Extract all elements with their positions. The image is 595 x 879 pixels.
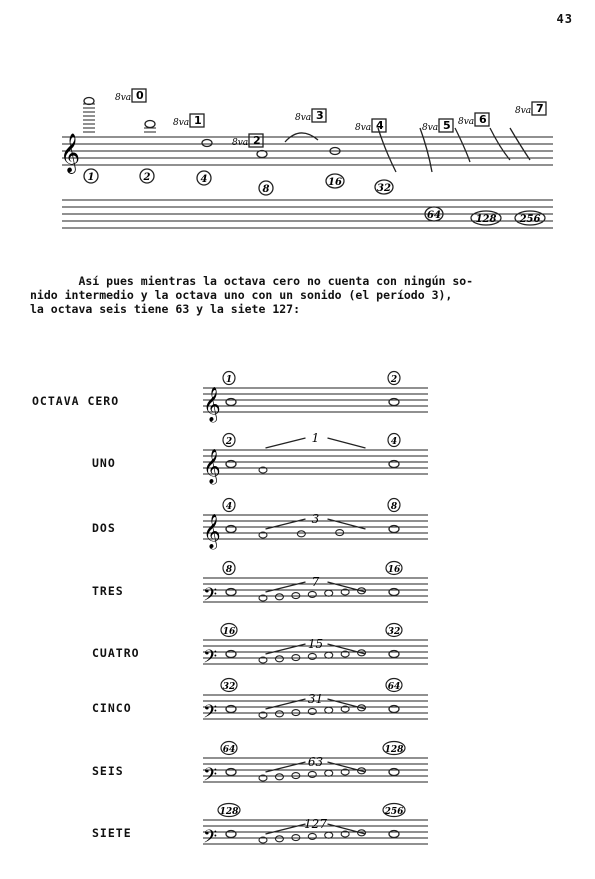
circled-number-label: 64 [427, 210, 441, 221]
ottava-number: 3 [316, 109, 324, 122]
slur [455, 128, 470, 162]
intermediate-count: 127 [304, 817, 327, 831]
note-head [275, 656, 283, 662]
bass-clef-icon: 𝄢 [203, 765, 218, 790]
circled-number-label: 256 [384, 807, 404, 817]
intermediate-count: 1 [311, 431, 320, 445]
paragraph-line-1: Así pues mientras la octava cero no cuenta con ningún so- [30, 274, 474, 288]
body-paragraph [30, 274, 570, 316]
treble-clef-icon: 𝄞 [203, 387, 221, 422]
note-head [202, 140, 212, 147]
octave-row [203, 624, 428, 673]
octave-row [203, 499, 428, 551]
circled-number-label: 32 [222, 682, 236, 692]
bass-clef-icon: 𝄢 [203, 647, 218, 672]
octave-row [203, 742, 428, 791]
bass-clef-icon: 𝄢 [203, 827, 218, 852]
note-head [275, 711, 283, 717]
ottava-mark: 8va [232, 138, 249, 148]
circled-number-label: 128 [384, 745, 404, 755]
note-head [145, 121, 155, 128]
octave-label: SEIS [92, 764, 124, 778]
circled-number-label: 16 [328, 177, 342, 188]
intermediate-count: 31 [307, 692, 324, 706]
note-head [325, 590, 333, 596]
ottava-mark: 8va [458, 117, 475, 127]
octave-row [203, 372, 428, 424]
circled-number-label: 2 [225, 437, 233, 447]
circled-number-label: 16 [387, 565, 401, 575]
treble-clef-icon: 𝄞 [203, 514, 221, 549]
ottava-mark: 8va [115, 93, 132, 103]
circled-number-label: 2 [143, 172, 151, 183]
ottava-marks [115, 89, 546, 148]
circled-number-label: 32 [377, 183, 391, 194]
circled-number-label: 4 [390, 437, 398, 447]
note-head [325, 652, 333, 658]
circled-number-label: 32 [387, 627, 401, 637]
octave-row [203, 562, 428, 611]
octave-row [203, 804, 428, 853]
page-number: 43 [556, 12, 573, 26]
ledger-lines [83, 104, 156, 132]
octave-label: CUATRO [92, 646, 140, 660]
ottava-mark: 8va [422, 123, 439, 133]
octave-label: UNO [92, 456, 116, 470]
treble-clef-icon: 𝄞 [60, 133, 81, 173]
note-head [275, 774, 283, 780]
ottava-number: 6 [479, 113, 487, 126]
circled-number-label: 64 [222, 745, 236, 755]
paragraph-line-3: la octava seis tiene 63 y la siete 127: [30, 302, 301, 316]
bracket-line [328, 438, 366, 448]
circled-number-label: 256 [519, 214, 541, 225]
note-head [325, 770, 333, 776]
note-head [325, 707, 333, 713]
intermediate-count: 15 [307, 637, 324, 651]
ottava-number: 1 [194, 114, 202, 127]
ottava-number: 2 [253, 134, 261, 147]
paragraph-line-2: nido intermedio y la octava uno con un sonido (el período 3), [30, 288, 453, 302]
circled-numbers [84, 169, 545, 225]
circled-number-label: 16 [222, 627, 236, 637]
bass-clef-icon: 𝄢 [203, 702, 218, 727]
note-head [84, 98, 94, 105]
octave-label: CINCO [92, 701, 132, 715]
circled-number-label: 8 [262, 184, 270, 195]
top-notes [84, 98, 530, 173]
ottava-mark: 8va [515, 106, 532, 116]
circled-number-label: 4 [225, 502, 233, 512]
ottava-number: 7 [536, 102, 544, 115]
intermediate-count: 3 [311, 512, 320, 526]
bass-clef-icon: 𝄢 [203, 585, 218, 610]
note-head [275, 594, 283, 600]
circled-number-label: 4 [200, 174, 208, 185]
circled-number-label: 64 [387, 682, 401, 692]
circled-number-label: 128 [219, 807, 239, 817]
octave-row [203, 431, 428, 485]
circled-number-label: 1 [225, 375, 233, 385]
ottava-number: 5 [443, 119, 451, 132]
circled-number-label: 128 [475, 214, 497, 225]
octave-label: TRES [92, 584, 124, 598]
treble-clef-icon: 𝄞 [203, 449, 221, 484]
octave-label: SIETE [92, 826, 132, 840]
octave-row [203, 679, 428, 728]
note-head [275, 836, 283, 842]
ottava-mark: 8va [355, 123, 372, 133]
circled-number-label: 8 [225, 565, 233, 575]
intermediate-count: 7 [311, 575, 320, 589]
note-head [297, 531, 305, 537]
ottava-mark: 8va [173, 118, 190, 128]
octave-staves [203, 372, 428, 853]
octave-label: DOS [92, 521, 116, 535]
circled-number-label: 8 [390, 502, 398, 512]
note-head [257, 151, 267, 158]
octave-label: OCTAVA CERO [32, 394, 120, 408]
ottava-number: 0 [136, 89, 144, 102]
bracket-line [266, 438, 306, 448]
circled-number-label: 2 [390, 375, 398, 385]
ottava-number: 4 [376, 119, 384, 132]
intermediate-count: 63 [307, 755, 324, 769]
ottava-mark: 8va [295, 113, 312, 123]
circled-number-label: 1 [87, 172, 95, 183]
note-head [325, 832, 333, 838]
